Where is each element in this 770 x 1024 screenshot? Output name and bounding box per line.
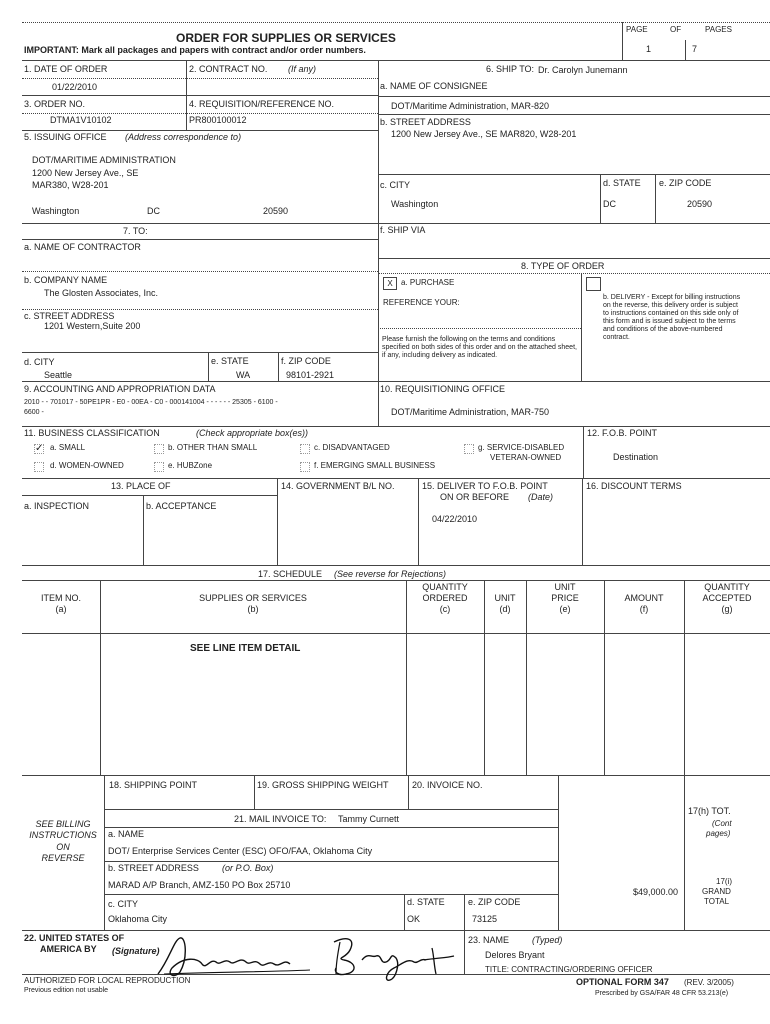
rule — [378, 96, 770, 97]
delivery-text: b. DELIVERY - Except for billing instructions on the reverse, this delivery order is subject to instructions contained on this side only of this form and is issued subject to the terms and conditions of the above-numbered contract. — [603, 294, 741, 341]
emerging-checkbox[interactable] — [300, 462, 310, 472]
order-no-value: DTMA1V10102 — [50, 115, 112, 125]
contractor-name-label: a. NAME OF CONTRACTOR — [24, 242, 141, 252]
issuing-zip: 20590 — [263, 206, 289, 216]
prescribed-note: Prescribed by GSA/FAR 48 CFR 53.213(e) — [595, 990, 729, 997]
us-america-label-2: AMERICA BY — [40, 944, 97, 954]
rule — [22, 426, 770, 427]
invoice-state-value: OK — [407, 914, 421, 924]
col-quantity: QUANTITY — [422, 582, 468, 592]
rule — [22, 113, 378, 114]
rule — [22, 495, 277, 496]
company-name-label: b. COMPANY NAME — [24, 275, 108, 285]
rule — [22, 239, 378, 240]
rule — [104, 861, 558, 862]
col-amount: AMOUNT — [624, 593, 664, 603]
rule — [104, 827, 558, 828]
rule — [143, 495, 144, 565]
rule — [278, 352, 279, 381]
rule — [22, 478, 770, 479]
title-label: TITLE: CONTRACTING/ORDERING OFFICER — [485, 965, 653, 974]
us-america-label-1: 22. UNITED STATES OF — [24, 933, 125, 943]
accounting-line2: 6600 - — [24, 409, 44, 416]
rule — [22, 565, 770, 566]
handwritten-signature — [150, 928, 470, 984]
rule — [22, 271, 378, 272]
form-title: ORDER FOR SUPPLIES OR SERVICES — [176, 31, 396, 45]
ship-via-label: f. SHIP VIA — [380, 225, 426, 235]
issuing-office-label: 5. ISSUING OFFICE — [24, 132, 107, 142]
rule — [104, 809, 558, 810]
invoice-city-label: c. CITY — [108, 899, 139, 909]
rule — [583, 426, 584, 478]
rule — [254, 775, 255, 809]
deliver-value: 04/22/2010 — [432, 514, 478, 524]
women-owned-label: d. WOMEN-OWNED — [50, 461, 124, 470]
see-billing-3: ON — [56, 842, 70, 852]
invoice-name-value: DOT/ Enterprise Services Center (ESC) OFO/FAA, Oklahoma City — [108, 846, 373, 856]
ship-street-label: b. STREET ADDRESS — [380, 117, 471, 127]
col-price: PRICE — [551, 593, 579, 603]
rule — [22, 78, 378, 79]
name-value: Delores Bryant — [485, 950, 545, 960]
company-name-value: The Glosten Associates, Inc. — [44, 288, 159, 298]
invoice-street-label: b. STREET ADDRESS — [108, 863, 199, 873]
furnish-text: Please furnish the following on the terms and conditions specified on both sides of this order and on the attached sheet, if any, including delivery as indicated. — [382, 336, 577, 359]
rule — [104, 894, 558, 895]
requisition-value: PR800100012 — [189, 115, 247, 125]
rule — [104, 775, 105, 930]
signature-note: (Signature) — [112, 946, 160, 956]
col-accepted: ACCEPTED — [702, 593, 752, 603]
other-than-small-label: b. OTHER THAN SMALL — [168, 443, 258, 452]
classification-note: (Check appropriate box(es)) — [196, 428, 309, 438]
purchase-checkbox[interactable]: X — [383, 277, 397, 290]
acceptance-label: b. ACCEPTANCE — [146, 501, 217, 511]
pages-label: PAGES — [705, 25, 732, 34]
reference-label: REFERENCE YOUR: — [383, 298, 460, 307]
type-of-order-label: 8. TYPE OF ORDER — [521, 261, 605, 271]
requisition-label: 4. REQUISITION/REFERENCE NO. — [189, 99, 335, 109]
of-label: OF — [670, 25, 682, 34]
schedule-note: (See reverse for Rejections) — [334, 569, 447, 579]
issuing-line1: DOT/MARITIME ADMINISTRATION — [32, 155, 176, 165]
deliver-note: (Date) — [528, 492, 554, 502]
gross-weight-label: 19. GROSS SHIPPING WEIGHT — [257, 780, 389, 790]
gov-bl-label: 14. GOVERNMENT B/L NO. — [281, 481, 395, 491]
accounting-label: 9. ACCOUNTING AND APPROPRIATION DATA — [24, 384, 216, 394]
fob-label: 12. F.O.B. POINT — [587, 428, 658, 438]
ship-state-value: DC — [603, 199, 616, 209]
pages-box-divider — [685, 40, 686, 60]
issuing-line2: 1200 New Jersey Ave., SE — [32, 168, 139, 178]
form-number: OPTIONAL FORM 347 — [576, 977, 669, 987]
requisitioning-label: 10. REQUISITIONING OFFICE — [380, 384, 506, 394]
invoice-street-value: MARAD A/P Branch, AMZ-150 PO Box 25710 — [108, 880, 291, 890]
grand-label-1: GRAND — [702, 887, 731, 896]
date-of-order-label: 1. DATE OF ORDER — [24, 64, 108, 74]
previous-edition-note: Previous edition not usable — [24, 987, 109, 994]
page-number: 1 — [646, 44, 652, 54]
grand-total-value: $49,000.00 — [633, 887, 679, 897]
ship-zip-label: e. ZIP CODE — [659, 178, 712, 188]
invoice-zip-label: e. ZIP CODE — [468, 897, 521, 907]
issuing-office-note: (Address correspondence to) — [125, 132, 242, 142]
rule — [208, 352, 209, 381]
consignee-label: a. NAME OF CONSIGNEE — [380, 81, 488, 91]
top-border — [22, 22, 770, 23]
col-supplies-code: (b) — [247, 604, 259, 614]
rule — [22, 633, 770, 634]
invoice-zip-value: 73125 — [472, 914, 498, 924]
rule — [22, 309, 378, 310]
emerging-label: f. EMERGING SMALL BUSINESS — [314, 461, 436, 470]
rule — [22, 60, 770, 61]
see-billing-4: REVERSE — [41, 853, 85, 863]
rule — [581, 273, 582, 381]
rule — [22, 775, 770, 776]
total-label: 17(h) TOT. — [688, 806, 731, 816]
col-item-no-code: (a) — [55, 604, 67, 614]
hubzone-label: e. HUBZone — [168, 461, 213, 470]
small-checkbox[interactable]: ✓ — [35, 443, 44, 454]
rule — [22, 580, 770, 581]
rule — [582, 478, 583, 565]
total-note-2: pages) — [706, 829, 731, 838]
to-label: 7. TO: — [123, 226, 148, 236]
schedule-label: 17. SCHEDULE — [258, 569, 323, 579]
contractor-state-label: e. STATE — [211, 356, 249, 366]
issuing-city: Washington — [32, 206, 80, 216]
important-note: IMPORTANT: Mark all packages and papers with contract and/or order numbers. — [24, 45, 366, 55]
rule — [404, 894, 405, 930]
contractor-street-value: 1201 Western,Suite 200 — [44, 321, 141, 331]
rule — [22, 223, 770, 224]
issuing-line3: MAR380, W28-201 — [32, 180, 109, 190]
purchase-label: a. PURCHASE — [401, 278, 455, 287]
fob-value: Destination — [613, 452, 659, 462]
ship-zip-value: 20590 — [687, 199, 713, 209]
sdvo-label-2: VETERAN-OWNED — [490, 453, 562, 462]
discount-label: 16. DISCOUNT TERMS — [586, 481, 682, 491]
sdvo-label: g. SERVICE-DISABLED — [478, 443, 565, 452]
rule — [378, 174, 770, 175]
ship-street-value: 1200 New Jersey Ave., SE MAR820, W28-201 — [391, 129, 577, 139]
see-billing-1: SEE BILLING — [35, 819, 91, 829]
ship-city-value: Washington — [391, 199, 439, 209]
ship-to-label: 6. SHIP TO: — [486, 64, 535, 74]
col-item-no: ITEM NO. — [41, 593, 81, 603]
invoice-name-label: a. NAME — [108, 829, 145, 839]
col-amount-code: (f) — [639, 604, 649, 614]
rule — [408, 775, 409, 809]
authorized-note: AUTHORIZED FOR LOCAL REPRODUCTION — [24, 976, 191, 985]
col-unit-price-0: UNIT — [554, 582, 576, 592]
small-label: a. SMALL — [50, 443, 86, 452]
contractor-street-label: c. STREET ADDRESS — [24, 311, 115, 321]
rule — [277, 478, 278, 565]
consignee-value: DOT/Maritime Administration, MAR-820 — [391, 101, 550, 111]
rule — [378, 328, 581, 329]
total-pages: 7 — [692, 44, 698, 54]
invoice-state-label: d. STATE — [407, 897, 445, 907]
other-than-small-checkbox[interactable] — [154, 444, 164, 454]
date-of-order-value: 01/22/2010 — [52, 82, 98, 92]
issuing-state: DC — [147, 206, 160, 216]
classification-label: 11. BUSINESS CLASSIFICATION — [24, 428, 160, 438]
rule — [558, 809, 559, 930]
order-no-label: 3. ORDER NO. — [24, 99, 86, 109]
contractor-city-value: Seattle — [44, 370, 73, 380]
rule — [684, 775, 685, 930]
col-accepted-code: (g) — [721, 604, 733, 614]
shipping-point-label: 18. SHIPPING POINT — [109, 780, 198, 790]
col-ordered: ORDERED — [422, 593, 468, 603]
col-quantity-accepted-0: QUANTITY — [704, 582, 750, 592]
contractor-zip-label: f. ZIP CODE — [281, 356, 331, 366]
rule — [22, 95, 378, 96]
contractor-zip-value: 98101-2921 — [286, 370, 335, 380]
rule — [558, 775, 559, 809]
ship-state-label: d. STATE — [603, 178, 641, 188]
page-label: PAGE — [626, 25, 648, 34]
women-owned-checkbox[interactable] — [34, 462, 44, 472]
col-ordered-code: (c) — [439, 604, 451, 614]
ship-city-label: c. CITY — [380, 180, 411, 190]
line-item-detail: SEE LINE ITEM DETAIL — [190, 643, 301, 654]
see-billing-2: INSTRUCTIONS — [29, 830, 97, 840]
invoice-street-note: (or P.O. Box) — [222, 863, 274, 873]
col-unit: UNIT — [494, 593, 516, 603]
contract-no-note: (If any) — [288, 64, 317, 74]
invoice-no-label: 20. INVOICE NO. — [412, 780, 483, 790]
rule — [655, 174, 656, 223]
contract-no-label: 2. CONTRACT NO. — [189, 64, 268, 74]
form-revision: (REV. 3/2005) — [684, 978, 734, 987]
grand-label-2: TOTAL — [704, 897, 730, 906]
requisitioning-value: DOT/Maritime Administration, MAR-750 — [391, 407, 550, 417]
contractor-state-value: WA — [236, 370, 251, 380]
grand-code: 17(i) — [716, 877, 733, 886]
col-supplies: SUPPLIES OR SERVICES — [199, 593, 307, 603]
col-price-code: (e) — [559, 604, 571, 614]
rule — [600, 174, 601, 223]
sdvo-checkbox[interactable] — [464, 444, 474, 454]
mail-invoice-contact: Tammy Curnett — [338, 814, 400, 824]
contractor-city-label: d. CITY — [24, 357, 55, 367]
col-unit-code: (d) — [499, 604, 511, 614]
mail-invoice-label: 21. MAIL INVOICE TO: — [234, 814, 327, 824]
deliver-label-2: ON OR BEFORE — [440, 492, 510, 502]
rule — [22, 352, 378, 353]
rule — [378, 114, 770, 115]
place-of-label: 13. PLACE OF — [111, 481, 171, 491]
disadvantaged-checkbox[interactable] — [300, 444, 310, 454]
page-box-divider — [622, 22, 623, 60]
rule — [22, 381, 770, 382]
rule — [418, 478, 419, 565]
invoice-city-value: Oklahoma City — [108, 914, 168, 924]
deliver-label-1: 15. DELIVER TO F.O.B. POINT — [422, 481, 548, 491]
rule — [378, 258, 770, 259]
hubzone-checkbox[interactable] — [154, 462, 164, 472]
name-note: (Typed) — [532, 935, 563, 945]
ship-to-attention: Dr. Carolyn Junemann — [538, 65, 628, 75]
total-note-1: (Cont — [712, 819, 732, 828]
disadvantaged-label: c. DISADVANTAGED — [314, 443, 390, 452]
inspection-label: a. INSPECTION — [24, 501, 90, 511]
accounting-line1: 2010 - - 701017 - 50PE1PR - E0 - 00EA - C0 - 000141004 - - - - - - 25305 - 6100 - — [24, 399, 278, 406]
rule — [378, 273, 770, 274]
name-label: 23. NAME — [468, 935, 510, 945]
rule — [22, 130, 378, 131]
delivery-checkbox[interactable] — [586, 277, 601, 291]
